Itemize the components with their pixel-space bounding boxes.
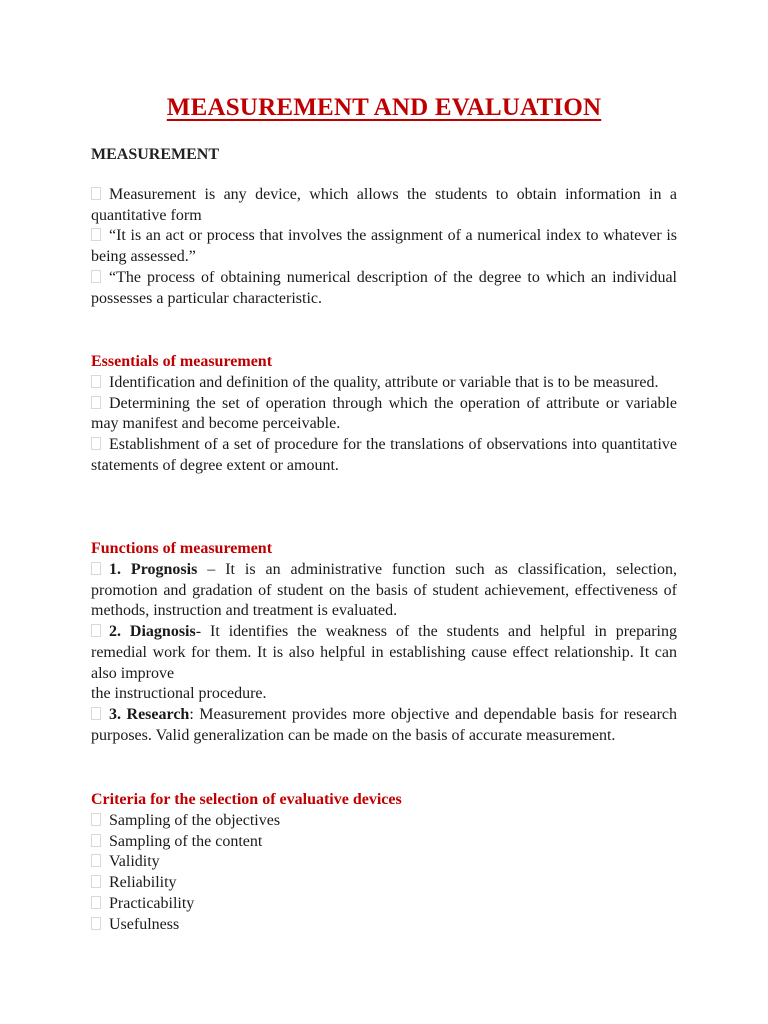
function-term: 1. Prognosis xyxy=(109,561,198,578)
bullet-icon xyxy=(91,707,101,720)
list-item xyxy=(91,185,677,226)
list-item xyxy=(91,373,677,394)
function-text: - It identifies the weakness of the students and helpful in preparing remedial work for them. It is also helpful in establishing cause effect relationship. It can also improve xyxy=(91,623,677,682)
bullet-icon xyxy=(91,375,101,388)
list-item-text: Sampling of the content xyxy=(109,832,263,850)
function-continuation: the instructional procedure. xyxy=(91,685,267,703)
measurement-heading: MEASUREMENT xyxy=(91,146,220,163)
list-item xyxy=(91,394,677,435)
list-item-text: Determining the set of operation through which the operation of attribute or variable may manifest and become perceivable. xyxy=(91,394,677,433)
bullet-icon xyxy=(91,228,101,241)
list-item xyxy=(91,622,677,684)
list-item-text: Identification and definition of the quality, attribute or variable that is to be measured. xyxy=(109,374,659,391)
list-item-text: Validity xyxy=(109,853,160,871)
bullet-icon xyxy=(91,917,101,930)
list-item-text: Practicability xyxy=(109,894,195,912)
list-item-text: Reliability xyxy=(109,874,177,892)
list-item xyxy=(91,560,677,622)
list-item-text: Sampling of the objectives xyxy=(109,812,281,829)
list-item-text: “It is an act or process that involves the assignment of a numerical index to whatever is being assessed.” xyxy=(91,227,677,266)
criteria-heading: Criteria for the selection of evaluative devices xyxy=(91,791,402,808)
essentials-list xyxy=(91,373,677,477)
list-item xyxy=(91,268,677,309)
list-item xyxy=(91,811,677,832)
bullet-icon xyxy=(91,813,101,826)
bullet-icon xyxy=(91,187,101,200)
measurement-list xyxy=(91,185,677,309)
functions-list xyxy=(91,560,677,746)
function-term: 2. Diagnosis xyxy=(109,623,196,641)
list-item xyxy=(91,435,677,476)
document-title: MEASUREMENT AND EVALUATION xyxy=(166,94,602,121)
list-item xyxy=(91,226,677,267)
bullet-icon xyxy=(91,854,101,867)
bullet-icon xyxy=(91,396,101,409)
function-text: : Measurement provides more objective and dependable basis for research purposes. Valid generalization can be made on the basis of accurate measurement. xyxy=(91,705,677,744)
list-item xyxy=(91,705,677,746)
bullet-icon xyxy=(91,624,101,637)
list-item-text: “The process of obtaining numerical description of the degree to which an individual possesses a particular characteristic. xyxy=(91,268,677,307)
list-item xyxy=(91,873,677,894)
bullet-icon xyxy=(91,270,101,283)
list-item xyxy=(91,894,677,915)
criteria-list xyxy=(91,811,677,935)
bullet-icon xyxy=(91,437,101,450)
list-item xyxy=(91,852,677,873)
list-item xyxy=(91,915,677,936)
functions-heading: Functions of measurement xyxy=(91,540,273,557)
function-text: – It is an administrative function such as classification, selection, promotion and gradation of student on the basis of student achievement, effectiveness of methods, instruction and treatment is evaluated. xyxy=(91,561,677,620)
list-item-text: Measurement is any device, which allows the students to obtain information in a quantitative form xyxy=(91,186,677,224)
bullet-icon xyxy=(91,834,101,847)
list-item-text: Establishment of a set of procedure for the translations of observations into quantitative statements of degree extent or amount. xyxy=(91,436,677,474)
list-item xyxy=(91,832,677,853)
bullet-icon xyxy=(91,896,101,909)
function-term: 3. Research xyxy=(109,705,190,723)
list-item-text: Usefulness xyxy=(109,915,180,933)
bullet-icon xyxy=(91,562,101,575)
bullet-icon xyxy=(91,875,101,888)
essentials-heading: Essentials of measurement xyxy=(91,353,273,370)
